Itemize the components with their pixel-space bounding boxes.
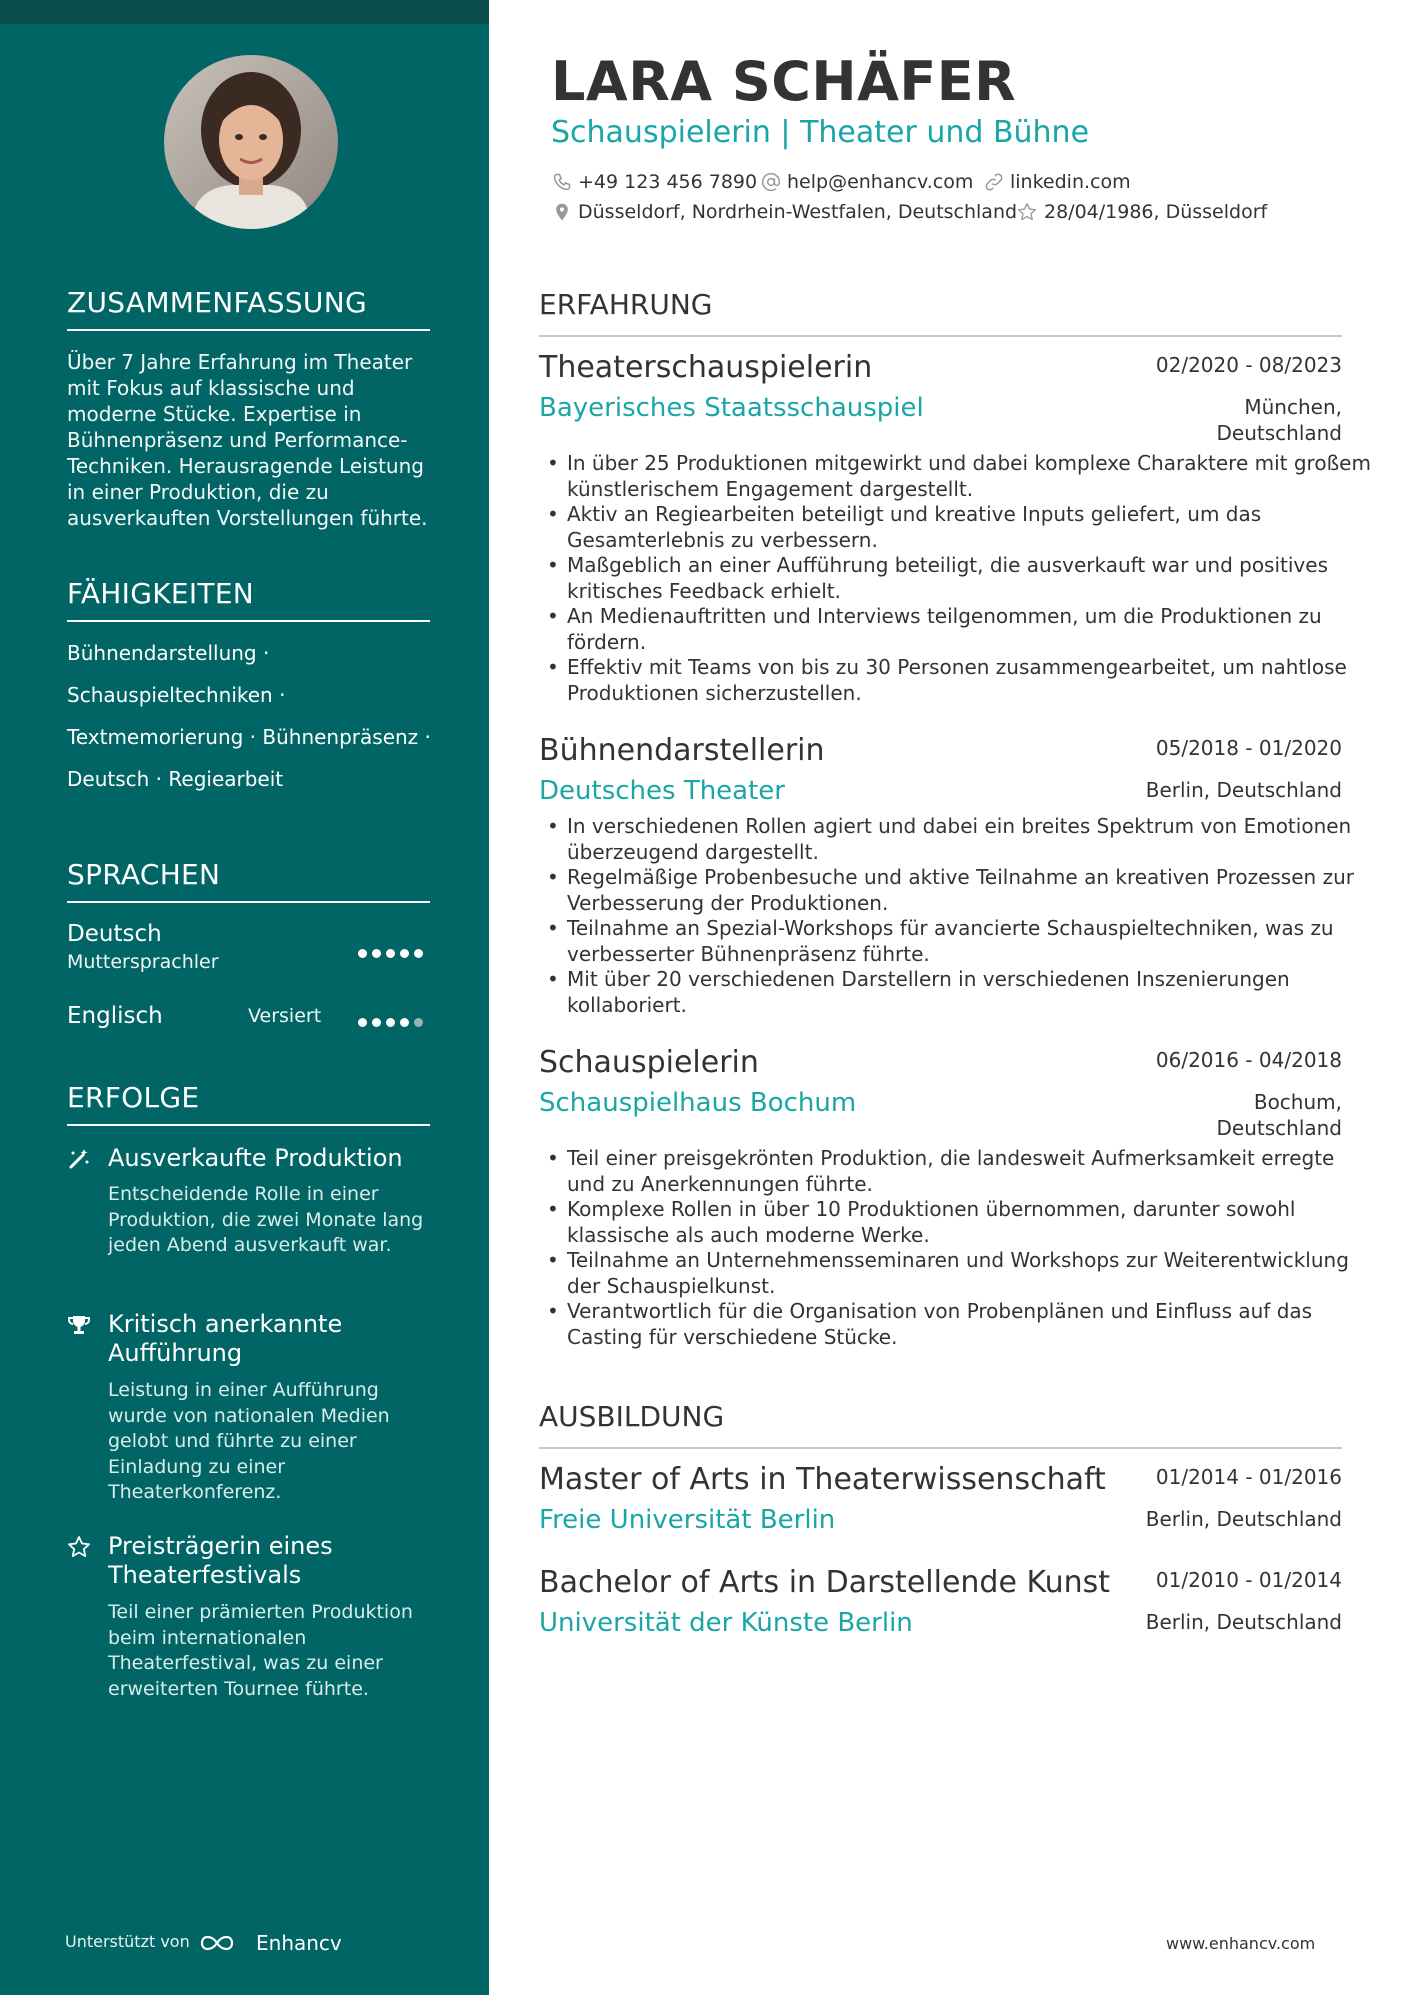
skill-line: Schauspieltechniken · (67, 683, 286, 707)
language-name: Deutsch (67, 921, 162, 947)
bullet-item: • Regelmäßige Probenbesuche und aktive Teilnahme an kreativen Prozessen zur Verbesserung der Produktionen. (567, 865, 1372, 916)
job-location (1217, 395, 1343, 446)
skill-line: Textmemorierung · Bühnenpräsenz · (67, 725, 431, 749)
bullet-item: • Effektiv mit Teams von bis zu 30 Personen zusammengearbeitet, um nahtlose Produktionen sicherzustellen. (567, 655, 1372, 706)
degree-title: Bachelor of Arts in Darstellende Kunst (539, 1565, 1111, 1600)
skill-line: Bühnendarstellung · (67, 641, 270, 665)
job-location-line: Deutschland (1216, 420, 1342, 445)
rating-dot-filled (400, 949, 409, 958)
job-location-line: Berlin, Deutschland (1145, 778, 1342, 802)
job-title: Schauspielerin (539, 1045, 759, 1080)
rating-dot-empty (414, 1018, 423, 1027)
enhancv-logo (198, 1929, 350, 1957)
powered-by-label: Unterstützt von (65, 1932, 190, 1951)
rating-dot-filled (372, 1018, 381, 1027)
education-location: Berlin, Deutschland (1145, 1507, 1342, 1531)
rating-dot-filled (400, 1018, 409, 1027)
achievement-desc: Teil einer prämierten Produktion beim internationalen Theaterfestival, was zu einer erweiterten Tournee führte. (108, 1601, 413, 1700)
job-location-line: München, (1244, 395, 1342, 419)
achievement-title: Preisträgerin eines Theaterfestivals (108, 1532, 333, 1589)
bullet-item: • In verschiedenen Rollen agiert und dabei ein breites Spektrum von Emotionen überzeugend dargestellt. (567, 814, 1372, 865)
job-bullets (539, 814, 1372, 1018)
bullet-item: • Maßgeblich an einer Aufführung beteiligt, die ausverkauft war und positives kritisches Feedback erhielt. (567, 553, 1372, 604)
school-name: Universität der Künste Berlin (539, 1608, 913, 1638)
bullet-item: • Teil einer preisgekrönten Produktion, die landesweit Aufmerksamkeit erregte und zu Anerkennungen führte. (567, 1146, 1372, 1197)
experience-heading: ERFAHRUNG (539, 288, 1342, 337)
achievement-title: Kritisch anerkannte Aufführung (108, 1310, 343, 1367)
education-heading: AUSBILDUNG (539, 1400, 1342, 1449)
footer-url[interactable]: www.enhancv.com (1166, 1934, 1316, 1953)
bullet-item: • Mit über 20 verschiedenen Darstellern in verschiedenen Inszenierungen kollaboriert. (567, 967, 1372, 1018)
rating-dot-filled (358, 1018, 367, 1027)
sidebar-top-bar (0, 0, 489, 24)
star-icon (67, 1535, 91, 1559)
summary-heading: ZUSAMMENFASSUNG (67, 286, 430, 331)
bullet-item: • Verantwortlich für die Organisation von Probenplänen und Einfluss auf das Casting für verschiedene Stücke. (567, 1299, 1372, 1350)
rating-dot-filled (386, 1018, 395, 1027)
profile-photo (164, 55, 338, 229)
education-dates: 01/2010 - 01/2014 (1155, 1568, 1342, 1592)
phone-text: +49 123 456 7890 (578, 171, 758, 193)
achievement-title: Ausverkaufte Produktion (108, 1144, 403, 1172)
rating-dot-filled (358, 949, 367, 958)
job-location-line: Deutschland (1216, 1115, 1342, 1140)
bullet-item: • An Medienauftritten und Interviews teilgenommen, um die Produktionen zu fördern. (567, 604, 1372, 655)
languages-heading: SPRACHEN (67, 858, 430, 903)
language-level: Muttersprachler (67, 951, 219, 973)
achievements-heading: ERFOLGE (67, 1081, 430, 1126)
bullet-item: • Aktiv an Regiearbeiten beteiligt und kreative Inputs geliefert, um das Gesamterlebnis zu verbessern. (567, 502, 1372, 553)
linkedin-text[interactable]: linkedin.com (1010, 171, 1131, 193)
job-location (1217, 1090, 1343, 1141)
rating-dot-filled (386, 949, 395, 958)
skill-line: Deutsch · Regiearbeit (67, 767, 284, 791)
job-bullets (539, 1146, 1372, 1350)
skills-heading: FÄHIGKEITEN (67, 577, 430, 622)
education-location: Berlin, Deutschland (1145, 1610, 1342, 1634)
phone-icon (552, 172, 572, 192)
link-icon (984, 172, 1004, 192)
job-title: Bühnendarstellerin (539, 733, 825, 768)
company-name: Bayerisches Staatsschauspiel (539, 393, 924, 423)
bullet-item: • Teilnahme an Spezial-Workshops für avancierte Schauspieltechniken, was zu verbesserter Bühnenpräsenz führte. (567, 916, 1372, 967)
job-location-line: Bochum, (1253, 1090, 1342, 1114)
bullet-item: • In über 25 Produktionen mitgewirkt und dabei komplexe Charaktere mit großem künstlerischem Engagement dargestellt. (567, 451, 1372, 502)
location-text: Düsseldorf, Nordrhein-Westfalen, Deutschland (578, 201, 1018, 223)
language-rating (358, 1012, 430, 1024)
achievement-desc: Entscheidende Rolle in einer Produktion, die zwei Monate lang jeden Abend ausverkauft war. (108, 1183, 424, 1256)
person-role: Schauspielerin | Theater und Bühne (551, 115, 1090, 150)
rating-dot-filled (372, 949, 381, 958)
birth-text: 28/04/1986, Düsseldorf (1044, 201, 1268, 223)
bullet-item: • Komplexe Rollen in über 10 Produktionen übernommen, darunter sowohl klassische als auch moderne Werke. (567, 1197, 1372, 1248)
job-dates: 05/2018 - 01/2020 (1155, 736, 1342, 760)
enhancv-logo-text: Enhancv (256, 1931, 342, 1955)
at-icon (761, 172, 781, 192)
language-level: Versiert (248, 1005, 322, 1027)
bullet-item: • Teilnahme an Unternehmensseminaren und Workshops zur Weiterentwicklung der Schauspielkunst. (567, 1248, 1372, 1299)
company-name: Schauspielhaus Bochum (539, 1088, 857, 1118)
person-name: LARA SCHÄFER (551, 50, 1017, 113)
location-pin-icon (552, 202, 572, 222)
job-dates: 02/2020 - 08/2023 (1155, 353, 1342, 377)
achievement-desc: Leistung in einer Aufführung wurde von nationalen Medien gelobt und führte zu einer Einladung zu einer Theaterkonferenz. (108, 1379, 390, 1503)
education-dates: 01/2014 - 01/2016 (1155, 1465, 1342, 1489)
job-location (1146, 778, 1342, 804)
job-dates: 06/2016 - 04/2018 (1155, 1048, 1342, 1072)
summary-text: Über 7 Jahre Erfahrung im Theater mit Fokus auf klassische und moderne Stücke. Expertise in Bühnenpräsenz und Performance-Techniken. Herausragende Leistung in einer Produktion, die zu ausverkauften Vorstellungen führte. (67, 350, 428, 530)
job-bullets (539, 451, 1372, 706)
language-name: Englisch (67, 1003, 163, 1029)
trophy-icon (67, 1313, 91, 1337)
company-name: Deutsches Theater (539, 776, 785, 806)
star-outline-icon (1017, 202, 1037, 222)
magic-wand-icon (67, 1147, 91, 1171)
school-name: Freie Universität Berlin (539, 1505, 836, 1535)
language-rating (358, 943, 430, 955)
job-title: Theaterschauspielerin (539, 350, 873, 385)
degree-title: Master of Arts in Theaterwissenschaft (539, 1462, 1106, 1497)
sidebar (0, 0, 489, 1995)
rating-dot-filled (414, 949, 423, 958)
email-text[interactable]: help@enhancv.com (787, 171, 974, 193)
